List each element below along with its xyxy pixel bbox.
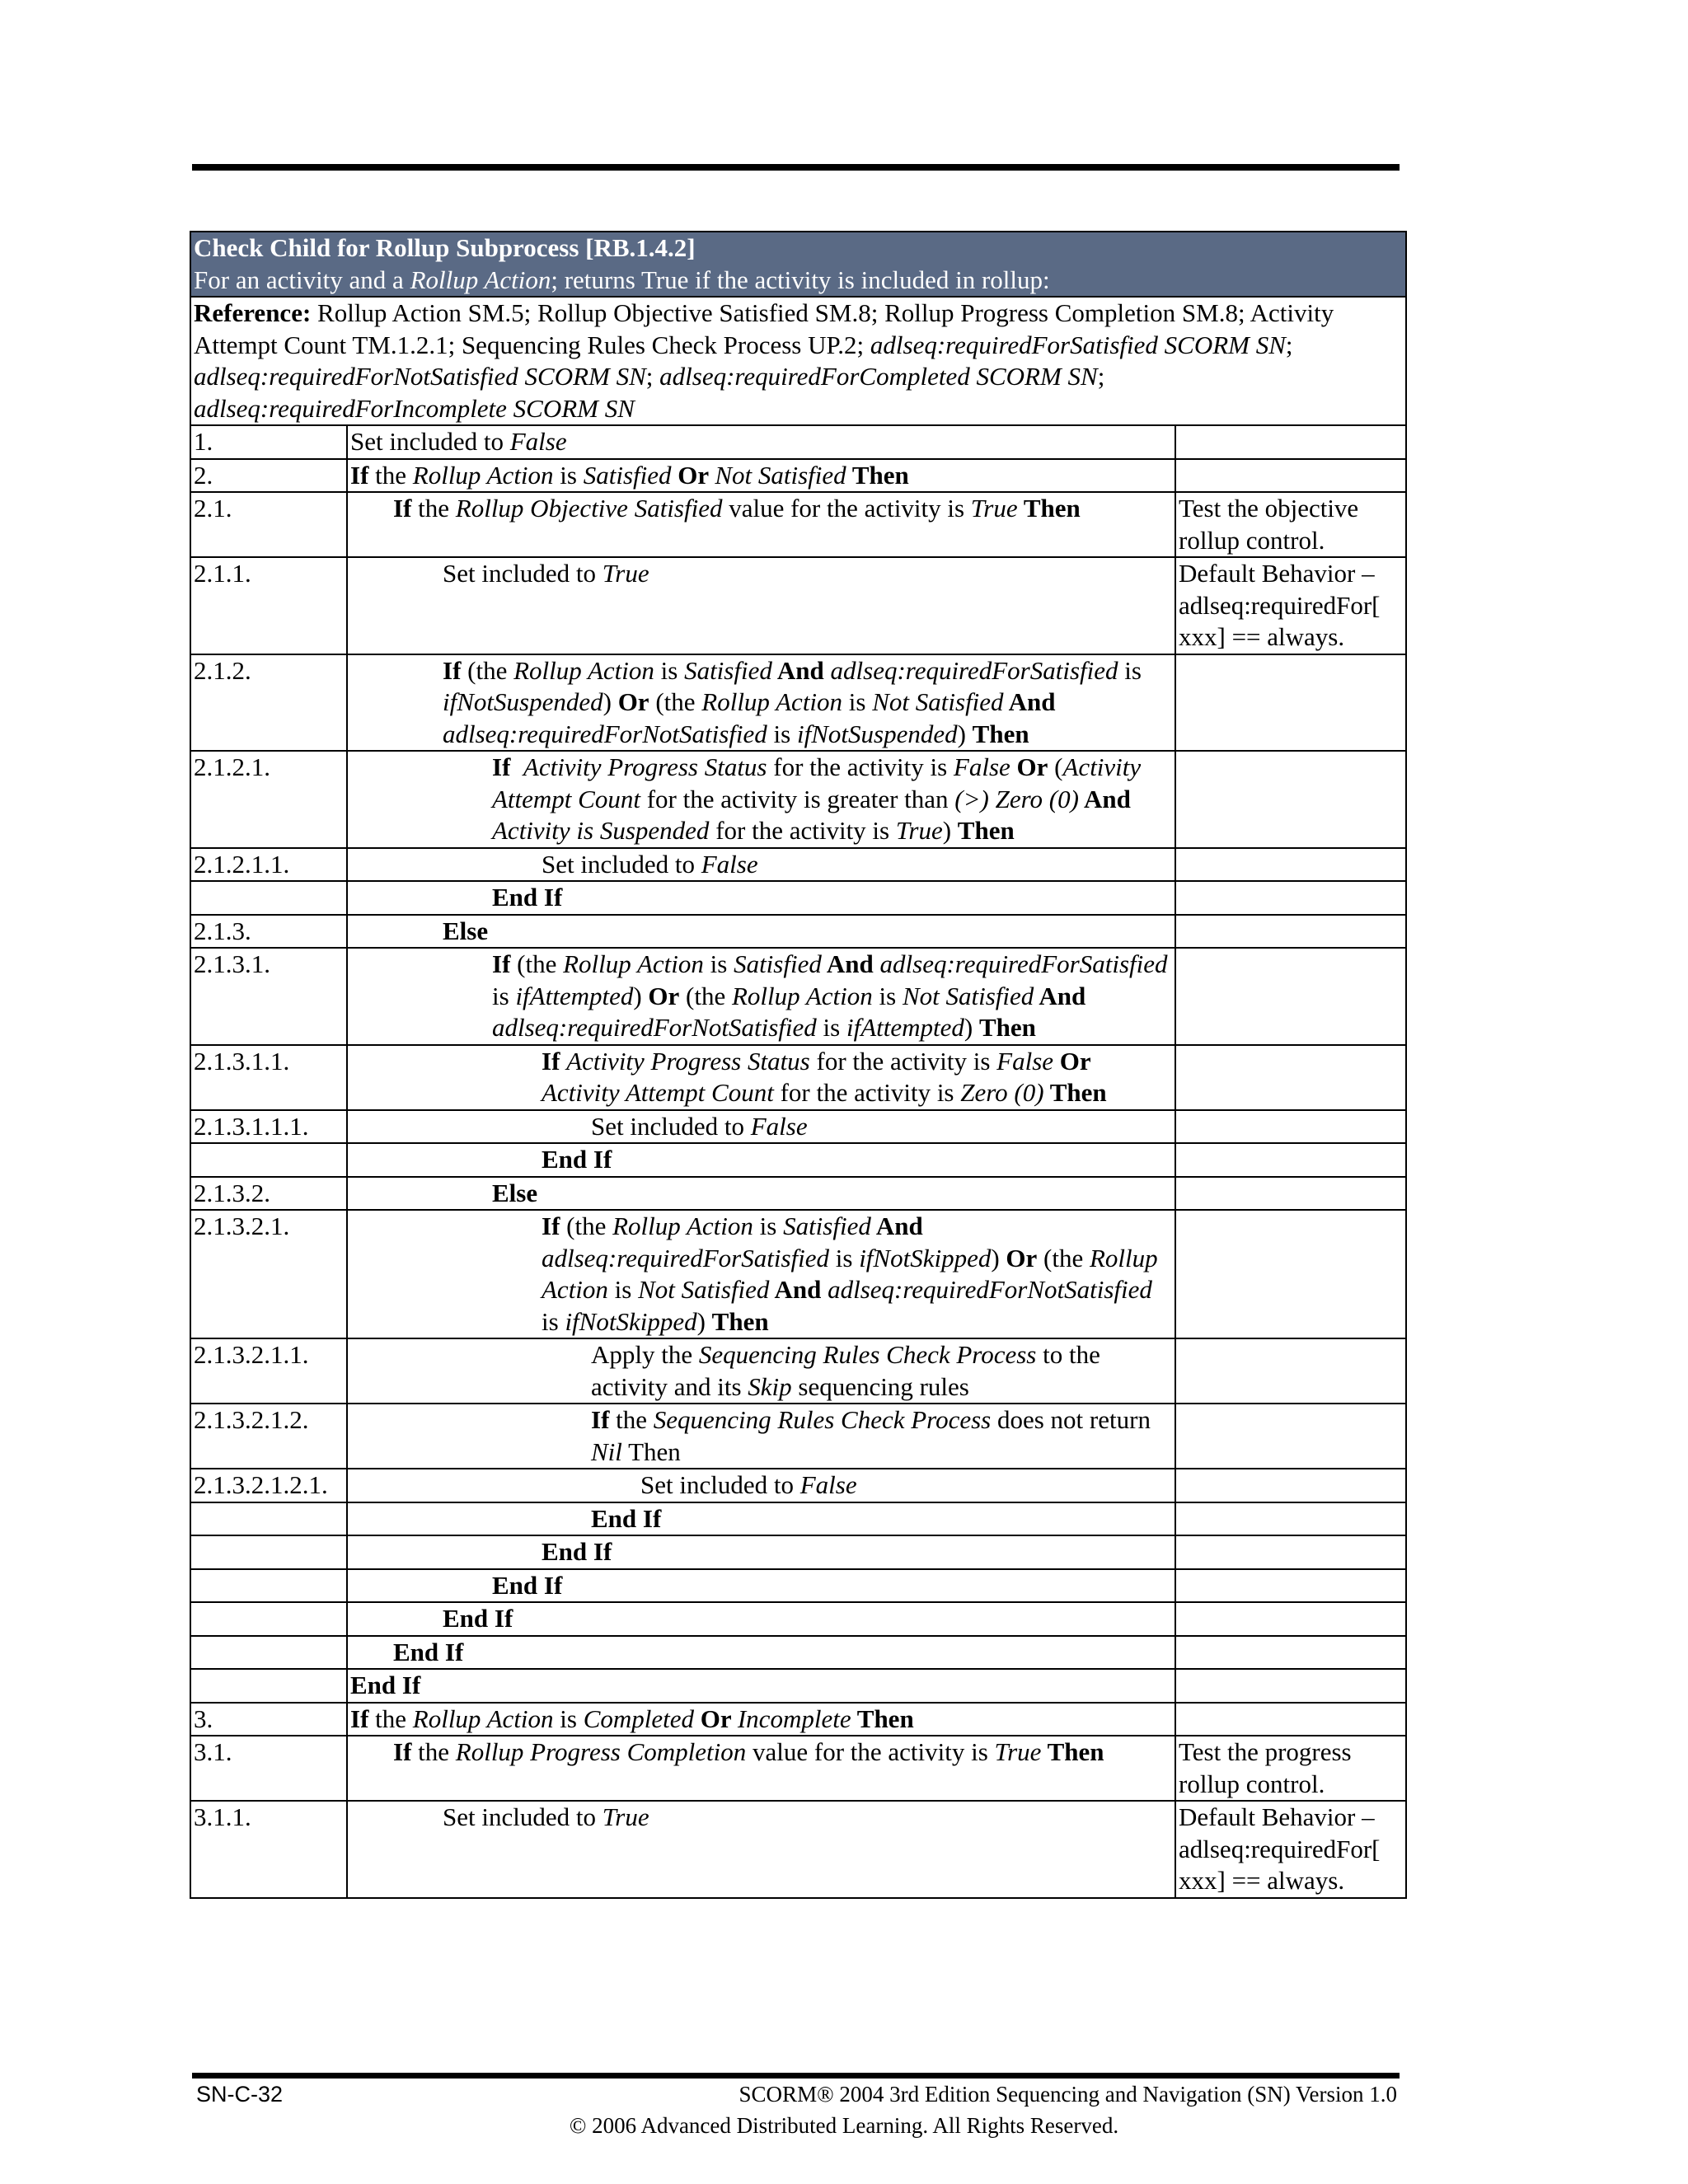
step-text-part: Rollup Progress Completion	[455, 1737, 747, 1766]
step-text	[347, 1404, 1175, 1469]
step-text-part: Or	[617, 687, 649, 716]
step-note	[1175, 948, 1406, 1045]
step-note	[1175, 751, 1406, 848]
process-table-body	[190, 232, 1406, 1898]
step-number: 2.1.3.1.1.	[190, 1045, 347, 1110]
process-subtitle	[194, 265, 1403, 297]
step-text-part: )	[696, 1306, 712, 1336]
step-text-part: ifAttempted	[515, 981, 634, 1010]
step-text-part: Else	[443, 916, 489, 945]
step-text-part: End If	[492, 1570, 563, 1600]
step-text-part: False	[996, 1046, 1054, 1076]
step-number	[190, 881, 347, 915]
step-text-part: Or	[671, 460, 715, 490]
step-text-part: to the activity and its	[591, 1340, 1107, 1401]
step-text-part: Rollup Action	[542, 1243, 1164, 1304]
step-number: 1.	[190, 425, 347, 459]
step-text-part: )	[603, 687, 618, 716]
reference-sep: ;	[1097, 362, 1105, 391]
step-text-part: )	[633, 981, 649, 1010]
step-number: 2.1.3.2.1.	[190, 1210, 347, 1338]
step-text-part: And	[1034, 981, 1092, 1010]
step-text-part: (the	[679, 981, 732, 1010]
step-text	[347, 915, 1175, 949]
step-text	[347, 1602, 1175, 1636]
step-text-part: Or	[648, 981, 680, 1010]
step-text-part: adlseq:requiredForNotSatisfied	[492, 1013, 817, 1042]
footer-page-number: SN-C-32	[196, 2082, 284, 2107]
step-text-part	[560, 1047, 566, 1076]
step-number: 2.1.3.2.1.1.	[190, 1338, 347, 1404]
table-row	[190, 1636, 1406, 1670]
step-text-part: ifAttempted	[846, 1013, 964, 1042]
step-text-part: )	[942, 816, 958, 845]
step-text-part: is	[553, 460, 584, 490]
step-text-part: Then	[846, 460, 909, 490]
step-text	[347, 1143, 1175, 1177]
step-text-part: is	[816, 1013, 846, 1042]
step-text-part: Then	[711, 1306, 769, 1336]
step-text-part: False	[953, 752, 1010, 781]
step-text-part: If	[591, 1405, 610, 1434]
step-text-part: Rollup Action	[563, 949, 704, 978]
step-note	[1175, 1210, 1406, 1338]
step-text	[347, 1636, 1175, 1670]
step-text	[347, 459, 1175, 493]
step-text-part: Not Satisfied	[902, 981, 1034, 1010]
reference-sep: ;	[1285, 330, 1293, 359]
step-note	[1175, 1602, 1406, 1636]
step-text-part: (the	[560, 1212, 613, 1240]
table-row	[190, 1469, 1406, 1502]
step-text-part: Completed	[583, 1704, 695, 1733]
step-number: 2.1.1.	[190, 557, 347, 654]
step-number	[190, 1669, 347, 1703]
step-text-part: (>) Zero (0)	[954, 784, 1079, 813]
step-text-part: Rollup Action	[732, 981, 873, 1010]
process-table	[190, 231, 1407, 1899]
step-text-part: False	[799, 1470, 857, 1499]
header-row	[190, 232, 1406, 297]
step-text	[347, 1177, 1175, 1211]
step-text-part: is	[1118, 655, 1148, 685]
step-text	[347, 1502, 1175, 1536]
step-text-part: the	[368, 1704, 413, 1733]
step-text-part: Zero (0)	[960, 1078, 1044, 1107]
step-text-part: End If	[350, 1671, 421, 1699]
step-text-part: End If	[542, 1145, 612, 1174]
step-text-part: value for the activity is	[746, 1737, 995, 1766]
step-text-part: is	[542, 1275, 1159, 1336]
step-note	[1175, 1338, 1406, 1404]
step-text-part: value for the activity is	[722, 494, 971, 523]
table-row	[190, 492, 1406, 557]
step-text-part: Rollup Action	[701, 687, 843, 716]
step-text-part: Then	[851, 1704, 914, 1733]
table-row	[190, 1338, 1406, 1404]
table-row	[190, 848, 1406, 882]
step-text-part: (the	[649, 687, 702, 716]
step-text-part: Activity is Suspended	[492, 816, 710, 845]
step-text-part: is	[654, 655, 685, 685]
step-note	[1175, 1177, 1406, 1211]
step-text-part: Activity Progress Status	[566, 1046, 810, 1076]
step-text-part: Skip	[748, 1371, 792, 1401]
step-text-part: ifNotSkipped	[565, 1306, 697, 1336]
step-text-part: sequencing rules	[791, 1371, 969, 1401]
subtitle-pre: For an activity and a	[194, 265, 410, 294]
step-note	[1175, 1404, 1406, 1469]
step-text	[347, 1469, 1175, 1502]
reference-label: Reference:	[194, 298, 312, 327]
step-text-part: End If	[492, 883, 563, 912]
step-note: Default Behavior – adlseq:requiredFor[ xxx] == always.	[1175, 557, 1406, 654]
step-number	[190, 1535, 347, 1569]
step-note	[1175, 1143, 1406, 1177]
step-text-part: (the	[461, 655, 514, 685]
step-text-part: End If	[393, 1637, 464, 1666]
step-text	[347, 1703, 1175, 1736]
reference-item: adlseq:requiredForIncomplete SCORM SN	[194, 393, 635, 423]
step-text-part: True	[602, 1802, 649, 1831]
step-text-part	[1091, 1047, 1098, 1076]
step-text-part: Not Satisfied	[715, 460, 846, 490]
step-note	[1175, 1045, 1406, 1110]
step-text-part: adlseq:requiredForSatisfied	[879, 949, 1168, 978]
step-text-part: Set included to	[640, 1470, 800, 1499]
step-text-part: Or	[1053, 1046, 1091, 1076]
step-text	[347, 1669, 1175, 1703]
reference-row	[190, 297, 1406, 425]
step-text-part: True	[602, 559, 649, 588]
step-text-part: Incomplete	[737, 1704, 851, 1733]
step-text-part: does not return	[991, 1405, 1157, 1434]
step-text	[347, 425, 1175, 459]
step-text-part: Sequencing Rules Check Process	[653, 1405, 992, 1434]
step-text-part: False	[701, 849, 758, 879]
step-text-part: is	[703, 949, 734, 978]
table-row	[190, 881, 1406, 915]
step-text-part: (	[1048, 752, 1063, 781]
step-text-part: Activity Attempt Count	[542, 1078, 774, 1107]
step-note	[1175, 425, 1406, 459]
step-text	[347, 557, 1175, 654]
step-text-part: Rollup Action	[412, 460, 554, 490]
step-text-part: True	[970, 494, 1018, 523]
table-row	[190, 1736, 1406, 1801]
step-text-part: ifNotSuspended	[796, 719, 958, 748]
table-row	[190, 1143, 1406, 1177]
step-text-part: is	[829, 1243, 860, 1272]
table-row	[190, 1110, 1406, 1144]
step-text-part: Or	[1010, 752, 1048, 781]
step-number: 2.1.2.1.	[190, 751, 347, 848]
step-number: 2.1.3.2.	[190, 1177, 347, 1211]
step-text-part: End If	[542, 1537, 612, 1566]
table-row	[190, 1502, 1406, 1536]
header-cell	[190, 232, 1406, 297]
step-text-part: End If	[443, 1604, 513, 1633]
step-text-part: is	[872, 981, 903, 1010]
step-text-part: If	[350, 460, 369, 490]
table-row	[190, 654, 1406, 752]
step-text-part: Set included to	[443, 1802, 603, 1831]
step-text-part: Satisfied	[783, 1212, 871, 1240]
step-note	[1175, 1535, 1406, 1569]
step-number	[190, 1502, 347, 1536]
step-note	[1175, 654, 1406, 752]
step-text-part: Then	[1017, 494, 1081, 523]
reference-text: Rollup Action SM.5; Rollup Objective Satisfied SM.8; Rollup Progress Completion SM.8; Activity Attempt Count TM.1.2.1; Sequencing Rules Check Process UP.2;	[194, 298, 1334, 359]
step-text-part: adlseq:requiredForSatisfied	[830, 655, 1118, 685]
step-text-part: Satisfied	[684, 655, 772, 685]
table-row	[190, 751, 1406, 848]
step-text-part: is	[492, 949, 1175, 1010]
step-number: 2.1.3.2.1.2.1.	[190, 1469, 347, 1502]
step-text-part: for the activity is	[709, 816, 896, 845]
subtitle-post: ; returns True if the activity is included in rollup:	[551, 265, 1050, 294]
table-row	[190, 915, 1406, 949]
step-text-part: Then	[1043, 1078, 1107, 1107]
step-text-part: )	[957, 719, 973, 748]
step-note	[1175, 1703, 1406, 1736]
step-text-part: If	[443, 655, 462, 685]
step-text	[347, 1045, 1175, 1110]
reference-sep: ;	[645, 362, 660, 391]
step-text-part: If	[542, 1212, 560, 1240]
step-number: 2.1.2.1.1.	[190, 848, 347, 882]
subtitle-rollup-action: Rollup Action	[410, 265, 551, 294]
step-text-part: And	[1078, 784, 1137, 813]
footer-doc-title: SCORM® 2004 3rd Edition Sequencing and Navigation (SN) Version 1.0	[738, 2082, 1397, 2107]
step-text-part: Then	[978, 1013, 1036, 1042]
step-text-part: (the	[1037, 1243, 1090, 1272]
step-number: 3.1.	[190, 1736, 347, 1801]
step-note	[1175, 1469, 1406, 1502]
step-text-part: adlseq:requiredForSatisfied	[542, 1243, 829, 1272]
step-text-part: the	[411, 1737, 456, 1766]
step-number: 2.1.2.	[190, 654, 347, 752]
step-number: 3.	[190, 1703, 347, 1736]
step-text-part: (the	[510, 949, 564, 978]
step-text-part: the	[411, 494, 456, 523]
step-text-part: If	[542, 1046, 560, 1076]
step-note	[1175, 1110, 1406, 1144]
table-row	[190, 557, 1406, 654]
table-row	[190, 1177, 1406, 1211]
step-number: 3.1.1.	[190, 1801, 347, 1898]
step-text-part: False	[509, 427, 567, 456]
step-number: 2.	[190, 459, 347, 493]
table-row	[190, 1210, 1406, 1338]
step-text-part: Rollup Objective Satisfied	[455, 494, 723, 523]
step-note: Test the progress rollup control.	[1175, 1736, 1406, 1801]
step-text-part: Satisfied	[583, 460, 672, 490]
step-text-part: Rollup Action	[612, 1212, 753, 1240]
step-number	[190, 1602, 347, 1636]
footer-copyright: © 2006 Advanced Distributed Learning. All Rights Reserved.	[569, 2113, 1119, 2138]
step-text-part: If	[350, 1704, 369, 1733]
step-text-part: )	[991, 1243, 1006, 1272]
step-note	[1175, 1502, 1406, 1536]
bottom-rule	[192, 2073, 1400, 2079]
step-number: 2.1.3.1.1.1.	[190, 1110, 347, 1144]
step-text-part: And	[769, 1275, 828, 1304]
step-text-part: Apply the	[591, 1340, 699, 1369]
step-text-part: Then	[972, 719, 1029, 748]
step-text	[347, 848, 1175, 882]
step-number	[190, 1143, 347, 1177]
step-text-part: Rollup Action	[412, 1704, 554, 1733]
table-row	[190, 1703, 1406, 1736]
step-text-part: Else	[492, 1178, 538, 1207]
step-text	[347, 1110, 1175, 1144]
step-text-part: Sequencing Rules Check Process	[698, 1340, 1037, 1369]
table-row	[190, 1801, 1406, 1898]
step-text-part: Then	[621, 1436, 681, 1466]
step-note	[1175, 1636, 1406, 1670]
step-text-part: is	[607, 1275, 639, 1304]
step-note	[1175, 881, 1406, 915]
step-text-part: And	[1003, 687, 1062, 716]
step-note	[1175, 1669, 1406, 1703]
step-text	[347, 654, 1175, 752]
step-text-part: If	[492, 752, 511, 781]
step-text-part: the	[609, 1405, 654, 1434]
step-text-part: is	[753, 1212, 784, 1240]
step-number: 2.1.	[190, 492, 347, 557]
step-text-part: If	[393, 1737, 412, 1766]
reference-item: adlseq:requiredForCompleted SCORM SN	[659, 362, 1098, 391]
step-number	[190, 1636, 347, 1670]
process-title: Check Child for Rollup Subprocess [RB.1.4.2]	[194, 233, 696, 262]
step-text-part: And	[771, 655, 831, 685]
step-text	[347, 1569, 1175, 1603]
step-text-part: Satisfied	[734, 949, 822, 978]
step-text-part: ifNotSuspended	[443, 687, 603, 716]
step-note: Default Behavior – adlseq:requiredFor[ xxx] == always.	[1175, 1801, 1406, 1898]
table-row	[190, 425, 1406, 459]
step-text	[347, 948, 1175, 1045]
step-text-part: True	[994, 1737, 1042, 1766]
step-text-part: True	[895, 816, 943, 845]
step-note	[1175, 915, 1406, 949]
step-text-part: Then	[1041, 1737, 1104, 1766]
step-note: Test the objective rollup control.	[1175, 492, 1406, 557]
step-text-part: ifNotSkipped	[859, 1243, 992, 1272]
reference-item: adlseq:requiredForNotSatisfied SCORM SN	[194, 362, 646, 391]
step-text-part: Activity Progress Status	[523, 752, 767, 781]
step-text-part: Not Satisfied	[638, 1275, 770, 1304]
step-text-part: Not Satisfied	[872, 687, 1004, 716]
reference-item: adlseq:requiredForSatisfied SCORM SN	[870, 330, 1286, 359]
step-text-part: Activity Attempt Count	[492, 752, 1147, 813]
top-rule	[192, 164, 1400, 171]
table-row	[190, 459, 1406, 493]
step-text-part: is	[553, 1704, 584, 1733]
step-text-part: Or	[1006, 1243, 1038, 1272]
step-number: 2.1.3.2.1.2.	[190, 1404, 347, 1469]
step-text-part: is	[767, 719, 797, 748]
step-note	[1175, 459, 1406, 493]
step-text-part: Nil	[591, 1436, 622, 1466]
table-row	[190, 1602, 1406, 1636]
step-text-part: End If	[591, 1503, 662, 1533]
table-row	[190, 1404, 1406, 1469]
step-text	[347, 1338, 1175, 1404]
step-text-part: Set included to	[443, 559, 603, 588]
step-text	[347, 1801, 1175, 1898]
step-number: 2.1.3.1.	[190, 948, 347, 1045]
step-text-part: Set included to	[542, 849, 701, 879]
step-text-part: )	[964, 1013, 979, 1042]
table-row	[190, 1669, 1406, 1703]
step-text-part: Or	[694, 1704, 738, 1733]
table-row	[190, 1045, 1406, 1110]
step-text-part	[510, 752, 523, 781]
step-text-part: Rollup Action	[513, 655, 654, 685]
step-text-part: And	[821, 949, 880, 978]
step-text	[347, 751, 1175, 848]
step-text-part: If	[492, 949, 511, 978]
step-text-part: And	[870, 1212, 930, 1240]
step-note	[1175, 1569, 1406, 1603]
step-note	[1175, 848, 1406, 882]
step-text-part: the	[368, 460, 413, 490]
step-text-part: Set included to	[591, 1111, 751, 1141]
step-text-part: for the activity is	[767, 752, 954, 781]
table-row	[190, 1569, 1406, 1603]
step-text-part: adlseq:requiredForNotSatisfied	[443, 719, 767, 748]
table-row	[190, 948, 1406, 1045]
step-text-part: adlseq:requiredForNotSatisfied	[828, 1275, 1152, 1304]
step-text-part: for the activity is greater than	[640, 784, 955, 813]
step-text	[347, 1736, 1175, 1801]
step-text-part: If	[393, 494, 412, 523]
step-text-part: for the activity is	[809, 1046, 997, 1076]
step-text-part: Set included to	[350, 427, 510, 456]
step-text	[347, 1535, 1175, 1569]
step-number	[190, 1569, 347, 1603]
step-text-part: Then	[957, 816, 1015, 845]
step-text-part: is	[842, 687, 873, 716]
step-text	[347, 881, 1175, 915]
step-text-part: for the activity is	[773, 1078, 961, 1107]
step-text	[347, 1210, 1175, 1338]
reference-cell	[190, 297, 1406, 425]
step-text	[347, 492, 1175, 557]
step-number: 2.1.3.	[190, 915, 347, 949]
step-text-part: False	[750, 1111, 808, 1141]
table-row	[190, 1535, 1406, 1569]
